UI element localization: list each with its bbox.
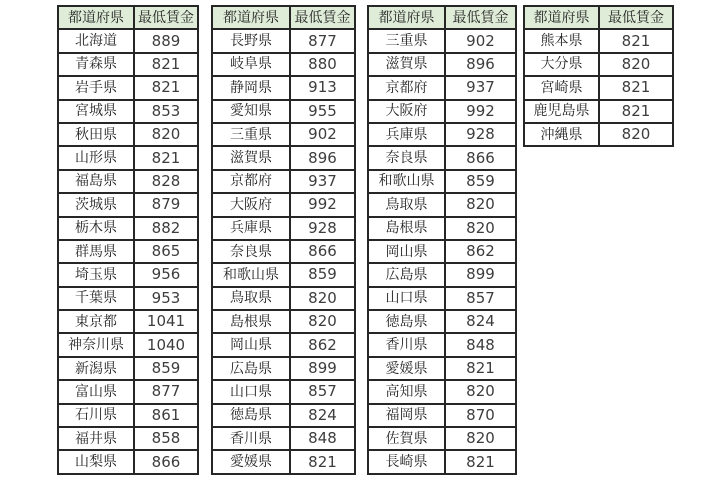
table-row [58, 100, 198, 123]
table-row [368, 76, 516, 99]
table-row [212, 263, 355, 286]
prefecture-cell: 山口県 [212, 380, 290, 403]
minimum-wage-cell: 821 [599, 76, 673, 99]
minimum-wage-cell: 866 [290, 240, 355, 263]
table-row [368, 217, 516, 240]
prefecture-cell: 神奈川県 [58, 333, 134, 356]
table-row [58, 29, 198, 52]
prefecture-cell: 石川県 [58, 404, 134, 427]
header-row [524, 6, 673, 29]
minimum-wage-cell: 861 [134, 404, 198, 427]
prefecture-cell: 鳥取県 [368, 193, 445, 216]
table-row [368, 357, 516, 380]
wage-table-1 [57, 5, 199, 475]
minimum-wage-cell: 824 [290, 404, 355, 427]
prefecture-cell: 静岡県 [212, 76, 290, 99]
minimum-wage-cell: 889 [134, 29, 198, 52]
header-prefecture: 都道府県 [58, 6, 134, 29]
table-row [58, 193, 198, 216]
minimum-wage-cell: 821 [134, 76, 198, 99]
prefecture-cell: 北海道 [58, 29, 134, 52]
prefecture-cell: 山梨県 [58, 450, 134, 473]
table-row [368, 170, 516, 193]
table-row [58, 404, 198, 427]
minimum-wage-cell: 828 [134, 170, 198, 193]
minimum-wage-cell: 820 [599, 123, 673, 146]
prefecture-cell: 愛知県 [212, 100, 290, 123]
table-row [58, 146, 198, 169]
prefecture-cell: 熊本県 [524, 29, 599, 52]
header-prefecture: 都道府県 [212, 6, 290, 29]
minimum-wage-cell: 937 [290, 170, 355, 193]
prefecture-cell: 滋賀県 [212, 146, 290, 169]
minimum-wage-cell: 857 [445, 287, 516, 310]
table-row [212, 217, 355, 240]
minimum-wage-cell: 992 [290, 193, 355, 216]
prefecture-cell: 岐阜県 [212, 53, 290, 76]
table-row [368, 240, 516, 263]
minimum-wage-cell: 992 [445, 100, 516, 123]
header-row [368, 6, 516, 29]
table-row [212, 146, 355, 169]
minimum-wage-cell: 870 [445, 404, 516, 427]
minimum-wage-cell: 858 [134, 427, 198, 450]
table-body [368, 29, 516, 473]
prefecture-cell: 栃木県 [58, 217, 134, 240]
header-prefecture: 都道府県 [524, 6, 599, 29]
minimum-wage-cell: 865 [134, 240, 198, 263]
table-row [368, 123, 516, 146]
prefecture-cell: 福島県 [58, 170, 134, 193]
wage-table-3 [367, 5, 517, 475]
table-row [524, 76, 673, 99]
table-row [524, 29, 673, 52]
table-row [58, 217, 198, 240]
minimum-wage-cell: 862 [290, 333, 355, 356]
minimum-wage-cell: 848 [290, 427, 355, 450]
prefecture-cell: 三重県 [212, 123, 290, 146]
minimum-wage-cell: 1041 [134, 310, 198, 333]
table-row [58, 357, 198, 380]
minimum-wage-cell: 902 [445, 29, 516, 52]
table-row [58, 76, 198, 99]
prefecture-cell: 兵庫県 [212, 217, 290, 240]
prefecture-cell: 佐賀県 [368, 427, 445, 450]
table-row [212, 380, 355, 403]
minimum-wage-cell: 821 [290, 450, 355, 473]
header-prefecture: 都道府県 [368, 6, 445, 29]
prefecture-cell: 岡山県 [368, 240, 445, 263]
table-row [58, 240, 198, 263]
header-minimum-wage: 最低賃金 [290, 6, 355, 29]
minimum-wage-cell: 877 [290, 29, 355, 52]
prefecture-cell: 長崎県 [368, 450, 445, 473]
prefecture-cell: 京都府 [368, 76, 445, 99]
table-row [212, 76, 355, 99]
prefecture-cell: 和歌山県 [368, 170, 445, 193]
table-row [212, 123, 355, 146]
prefecture-cell: 埼玉県 [58, 263, 134, 286]
table-row [368, 427, 516, 450]
minimum-wage-cell: 821 [445, 357, 516, 380]
header-row [212, 6, 355, 29]
header-minimum-wage: 最低賃金 [134, 6, 198, 29]
table-body [58, 29, 198, 473]
header-row [58, 6, 198, 29]
prefecture-cell: 山形県 [58, 146, 134, 169]
table-row [368, 146, 516, 169]
table-row [58, 263, 198, 286]
table-row [58, 333, 198, 356]
table-row [212, 287, 355, 310]
prefecture-cell: 三重県 [368, 29, 445, 52]
minimum-wage-cell: 821 [599, 29, 673, 52]
table-row [524, 53, 673, 76]
minimum-wage-cell: 880 [290, 53, 355, 76]
table-row [212, 333, 355, 356]
table-row [368, 100, 516, 123]
prefecture-cell: 新潟県 [58, 357, 134, 380]
prefecture-cell: 大分県 [524, 53, 599, 76]
prefecture-cell: 茨城県 [58, 193, 134, 216]
prefecture-cell: 島根県 [212, 310, 290, 333]
prefecture-cell: 千葉県 [58, 287, 134, 310]
minimum-wage-cell: 937 [445, 76, 516, 99]
prefecture-cell: 奈良県 [212, 240, 290, 263]
table-row [58, 427, 198, 450]
table-row [58, 310, 198, 333]
prefecture-cell: 島根県 [368, 217, 445, 240]
prefecture-cell: 青森県 [58, 53, 134, 76]
minimum-wage-cell: 859 [290, 263, 355, 286]
table-row [58, 170, 198, 193]
table-row [212, 240, 355, 263]
table-row [212, 310, 355, 333]
table-row [58, 450, 198, 473]
prefecture-cell: 富山県 [58, 380, 134, 403]
minimum-wage-cell: 820 [445, 380, 516, 403]
header-minimum-wage: 最低賃金 [599, 6, 673, 29]
prefecture-cell: 愛媛県 [368, 357, 445, 380]
prefecture-cell: 岩手県 [58, 76, 134, 99]
minimum-wage-cell: 866 [134, 450, 198, 473]
prefecture-cell: 徳島県 [368, 310, 445, 333]
prefecture-cell: 長野県 [212, 29, 290, 52]
table-row [212, 357, 355, 380]
table-row [368, 263, 516, 286]
minimum-wage-cell: 896 [445, 53, 516, 76]
minimum-wage-cell: 862 [445, 240, 516, 263]
minimum-wage-cell: 820 [445, 193, 516, 216]
table-row [212, 29, 355, 52]
table-row [368, 333, 516, 356]
minimum-wage-cell: 820 [290, 310, 355, 333]
minimum-wage-cell: 821 [134, 53, 198, 76]
prefecture-cell: 岡山県 [212, 333, 290, 356]
prefecture-cell: 京都府 [212, 170, 290, 193]
minimum-wage-cell: 955 [290, 100, 355, 123]
prefecture-cell: 愛媛県 [212, 450, 290, 473]
minimum-wage-cell: 821 [445, 450, 516, 473]
minimum-wage-cell: 928 [445, 123, 516, 146]
minimum-wage-cell: 821 [134, 146, 198, 169]
minimum-wage-cell: 882 [134, 217, 198, 240]
prefecture-cell: 福井県 [58, 427, 134, 450]
prefecture-cell: 大阪府 [368, 100, 445, 123]
table-row [368, 450, 516, 473]
table-row [212, 427, 355, 450]
table-row [58, 380, 198, 403]
prefecture-cell: 和歌山県 [212, 263, 290, 286]
minimum-wage-cell: 820 [445, 217, 516, 240]
prefecture-cell: 兵庫県 [368, 123, 445, 146]
table-row [212, 170, 355, 193]
header-minimum-wage: 最低賃金 [445, 6, 516, 29]
table-row [524, 123, 673, 146]
prefecture-cell: 沖縄県 [524, 123, 599, 146]
table-row [212, 53, 355, 76]
minimum-wage-cell: 877 [134, 380, 198, 403]
minimum-wage-cell: 859 [134, 357, 198, 380]
table-row [368, 287, 516, 310]
prefecture-cell: 大阪府 [212, 193, 290, 216]
table-row [212, 193, 355, 216]
minimum-wage-cell: 820 [134, 123, 198, 146]
prefecture-cell: 秋田県 [58, 123, 134, 146]
prefecture-cell: 鹿児島県 [524, 100, 599, 123]
minimum-wage-cell: 866 [445, 146, 516, 169]
minimum-wage-cell: 913 [290, 76, 355, 99]
wage-table-4 [523, 5, 674, 147]
minimum-wage-cell: 820 [599, 53, 673, 76]
table-row [368, 310, 516, 333]
table-row [58, 53, 198, 76]
minimum-wage-cell: 928 [290, 217, 355, 240]
table-row [212, 404, 355, 427]
minimum-wage-cell: 899 [445, 263, 516, 286]
minimum-wage-cell: 899 [290, 357, 355, 380]
prefecture-cell: 香川県 [368, 333, 445, 356]
prefecture-cell: 高知県 [368, 380, 445, 403]
prefecture-cell: 宮崎県 [524, 76, 599, 99]
table-row [212, 450, 355, 473]
minimum-wage-cell: 896 [290, 146, 355, 169]
prefecture-cell: 滋賀県 [368, 53, 445, 76]
minimum-wage-cell: 857 [290, 380, 355, 403]
table-row [368, 404, 516, 427]
prefecture-cell: 広島県 [212, 357, 290, 380]
prefecture-cell: 奈良県 [368, 146, 445, 169]
table-row [368, 380, 516, 403]
prefecture-cell: 香川県 [212, 427, 290, 450]
table-row [368, 29, 516, 52]
minimum-wage-cell: 902 [290, 123, 355, 146]
table-row [58, 287, 198, 310]
prefecture-cell: 福岡県 [368, 404, 445, 427]
minimum-wage-cell: 824 [445, 310, 516, 333]
prefecture-cell: 徳島県 [212, 404, 290, 427]
table-row [212, 100, 355, 123]
wage-table-2 [211, 5, 356, 475]
minimum-wage-cell: 879 [134, 193, 198, 216]
minimum-wage-cell: 953 [134, 287, 198, 310]
table-row [368, 53, 516, 76]
prefecture-cell: 群馬県 [58, 240, 134, 263]
table-row [368, 193, 516, 216]
prefecture-cell: 東京都 [58, 310, 134, 333]
minimum-wage-cell: 859 [445, 170, 516, 193]
prefecture-cell: 広島県 [368, 263, 445, 286]
prefecture-cell: 宮城県 [58, 100, 134, 123]
minimum-wage-cell: 956 [134, 263, 198, 286]
table-body [212, 29, 355, 473]
table-body [524, 29, 673, 146]
prefecture-cell: 山口県 [368, 287, 445, 310]
minimum-wage-cell: 820 [290, 287, 355, 310]
minimum-wage-cell: 853 [134, 100, 198, 123]
minimum-wage-cell: 820 [445, 427, 516, 450]
table-row [524, 100, 673, 123]
minimum-wage-cell: 1040 [134, 333, 198, 356]
table-row [58, 123, 198, 146]
minimum-wage-cell: 821 [599, 100, 673, 123]
prefecture-cell: 鳥取県 [212, 287, 290, 310]
minimum-wage-cell: 848 [445, 333, 516, 356]
